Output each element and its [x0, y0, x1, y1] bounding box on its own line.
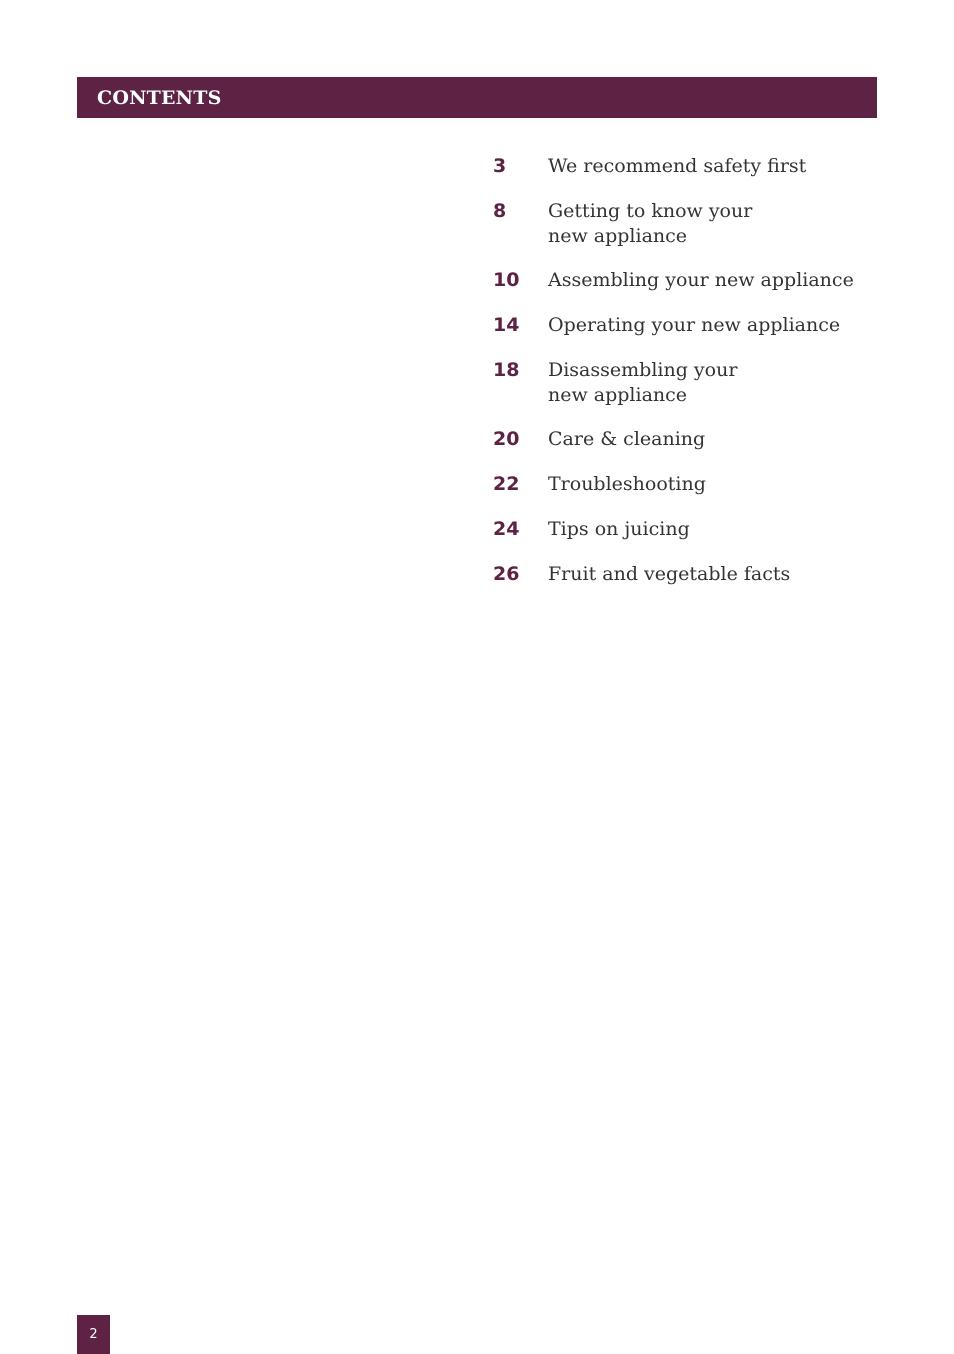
toc-page-number: 14	[493, 314, 520, 336]
toc-entry[interactable]	[493, 425, 877, 453]
toc-entry-title: Care & cleaning	[548, 428, 706, 450]
toc-entry[interactable]	[493, 356, 877, 408]
toc-entry-title: Fruit and vegetable facts	[548, 563, 791, 585]
page-number: 2	[77, 1315, 110, 1354]
page-title: CONTENTS	[97, 87, 222, 109]
toc-entry-title: Getting to know your new appliance	[548, 200, 753, 247]
toc-page-number: 24	[493, 518, 520, 540]
toc-page-number: 22	[493, 473, 520, 495]
toc-entry-title: Operating your new appliance	[548, 314, 841, 336]
toc-page-number: 26	[493, 563, 520, 585]
toc-entry[interactable]	[493, 152, 877, 180]
toc-entry[interactable]	[493, 470, 877, 498]
table-of-contents	[493, 152, 877, 605]
toc-page-number: 20	[493, 428, 520, 450]
toc-page-number: 10	[493, 269, 520, 291]
toc-entry[interactable]	[493, 311, 877, 339]
toc-page-number: 18	[493, 359, 520, 381]
toc-entry[interactable]	[493, 560, 877, 588]
toc-page-number: 3	[493, 155, 507, 177]
toc-entry-title: We recommend safety first	[548, 155, 807, 177]
toc-entry[interactable]	[493, 197, 877, 249]
toc-entry[interactable]	[493, 266, 877, 294]
toc-entry-title: Tips on juicing	[548, 518, 690, 540]
toc-entry[interactable]	[493, 515, 877, 543]
toc-entry-title: Disassembling your new appliance	[548, 359, 738, 406]
toc-entry-title: Troubleshooting	[548, 473, 706, 495]
toc-entry-title: Assembling your new appliance	[548, 269, 854, 291]
toc-page-number: 8	[493, 200, 507, 222]
contents-header-bar	[77, 77, 877, 118]
